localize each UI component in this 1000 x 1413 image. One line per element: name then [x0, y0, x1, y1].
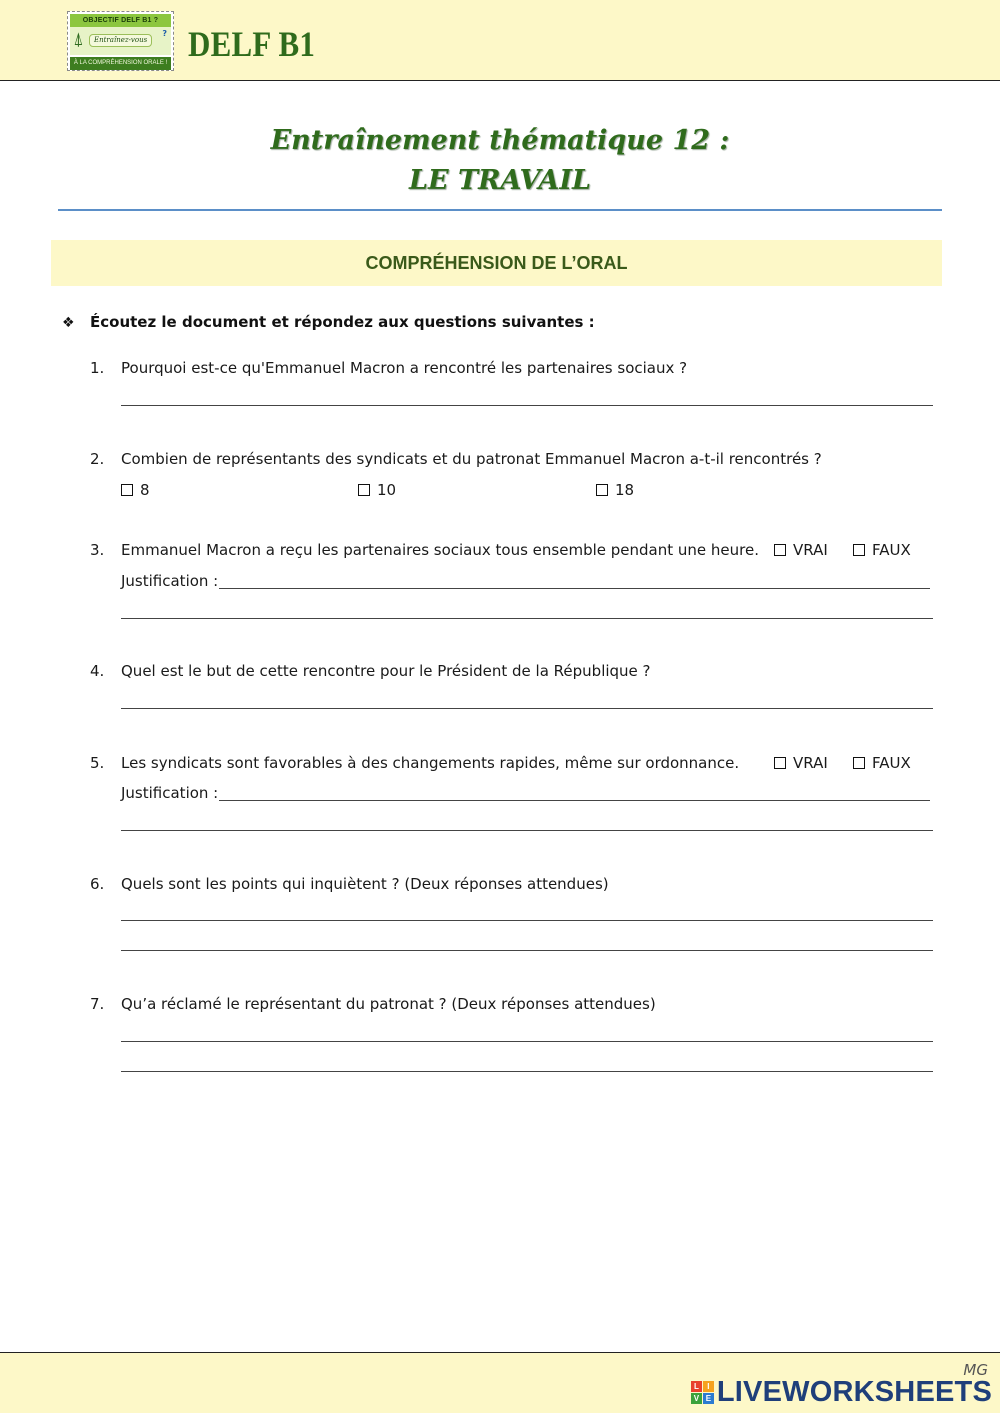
answer-line-q5[interactable] [121, 830, 933, 831]
liveworksheets-logo-icon [691, 1381, 714, 1404]
option-label: 8 [140, 481, 150, 499]
faux-label: FAUX [872, 541, 911, 559]
question-text: Qu’a réclamé le représentant du patronat ? (Deux réponses attendues) [121, 995, 656, 1013]
section-banner: COMPRÉHENSION DE L’ORAL [51, 240, 942, 286]
page-header [0, 0, 1000, 81]
question-text: Quels sont les points qui inquiètent ? (Deux réponses attendues) [121, 875, 609, 893]
worksheet-title-line1: Entraînement thématique 12 : [270, 125, 730, 156]
question-number: 3. [90, 541, 105, 559]
checkbox[interactable] [596, 484, 608, 496]
answer-line-q4[interactable] [121, 708, 933, 709]
logo-tile: L [691, 1381, 702, 1392]
answer-line-q6a[interactable] [121, 920, 933, 921]
checkbox[interactable] [358, 484, 370, 496]
checkbox[interactable] [774, 544, 786, 556]
eiffel-tower-icon: ⍋ [73, 29, 84, 50]
answer-line-q7b[interactable] [121, 1071, 933, 1072]
liveworksheets-brand[interactable] [691, 1375, 992, 1409]
question-5 [90, 753, 739, 773]
question-6 [90, 874, 609, 894]
option-18[interactable] [596, 480, 634, 500]
logo-tile: E [703, 1393, 714, 1404]
question-number: 7. [90, 995, 105, 1013]
checkbox[interactable] [853, 757, 865, 769]
liveworksheets-text: LIVEWORKSHEETS [716, 1376, 992, 1408]
question-number: 4. [90, 662, 105, 680]
checkbox[interactable] [853, 544, 865, 556]
logo-bottom-text: À LA COMPRÉHENSION ORALE ! [70, 57, 171, 70]
q5-vrai-option[interactable] [774, 753, 828, 773]
answer-line-q1[interactable] [121, 405, 933, 406]
q3-justification-line[interactable] [219, 588, 930, 589]
q3-justification-label: Justification : [121, 572, 219, 590]
checkbox[interactable] [121, 484, 133, 496]
option-10[interactable] [358, 480, 396, 500]
delf-logo [67, 11, 174, 71]
title-divider [58, 209, 942, 211]
question-3 [90, 540, 759, 560]
author-initials: MG [963, 1361, 988, 1379]
question-text: Combien de représentants des syndicats et du patronat Emmanuel Macron a-t-il rencontrés ? [121, 450, 822, 468]
instruction [62, 312, 595, 333]
option-label: 10 [377, 481, 397, 499]
option-label: 18 [615, 481, 635, 499]
question-text: Quel est le but de cette rencontre pour le Président de la République ? [121, 662, 651, 680]
q3-faux-option[interactable] [853, 540, 911, 560]
question-4 [90, 661, 651, 681]
checkbox[interactable] [774, 757, 786, 769]
vrai-label: VRAI [793, 754, 828, 772]
page-footer [0, 1352, 1000, 1413]
question-text: Les syndicats sont favorables à des changements rapides, même sur ordonnance. [121, 754, 740, 772]
logo-script-text: Entraînez-vous [89, 34, 152, 47]
question-number: 2. [90, 450, 105, 468]
logo-question-mark: ? [162, 29, 167, 38]
faux-label: FAUX [872, 754, 911, 772]
q3-vrai-option[interactable] [774, 540, 828, 560]
q5-justification-line[interactable] [219, 800, 930, 801]
q5-justification-label: Justification : [121, 784, 219, 802]
question-number: 5. [90, 754, 105, 772]
logo-tile: V [691, 1393, 702, 1404]
question-text: Pourquoi est-ce qu'Emmanuel Macron a rencontré les partenaires sociaux ? [121, 359, 688, 377]
logo-middle [70, 27, 171, 55]
header-title: DELF B1 [188, 24, 316, 64]
question-text: Emmanuel Macron a reçu les partenaires sociaux tous ensemble pendant une heure. [121, 541, 759, 559]
logo-tile: I [703, 1381, 714, 1392]
diamond-bullet-icon: ❖ [62, 315, 75, 331]
question-7 [90, 994, 656, 1014]
answer-line-q6b[interactable] [121, 950, 933, 951]
question-2 [90, 449, 822, 469]
q5-faux-option[interactable] [853, 753, 911, 773]
answer-line-q7a[interactable] [121, 1041, 933, 1042]
option-8[interactable] [121, 480, 150, 500]
vrai-label: VRAI [793, 541, 828, 559]
worksheet-title-line2: LE TRAVAIL [409, 165, 591, 196]
question-1 [90, 358, 687, 378]
question-number: 1. [90, 359, 105, 377]
logo-top-text: OBJECTIF DELF B1 ? [70, 14, 171, 27]
instruction-text: Écoutez le document et répondez aux questions suivantes : [90, 313, 595, 331]
question-number: 6. [90, 875, 105, 893]
answer-line-q3[interactable] [121, 618, 933, 619]
